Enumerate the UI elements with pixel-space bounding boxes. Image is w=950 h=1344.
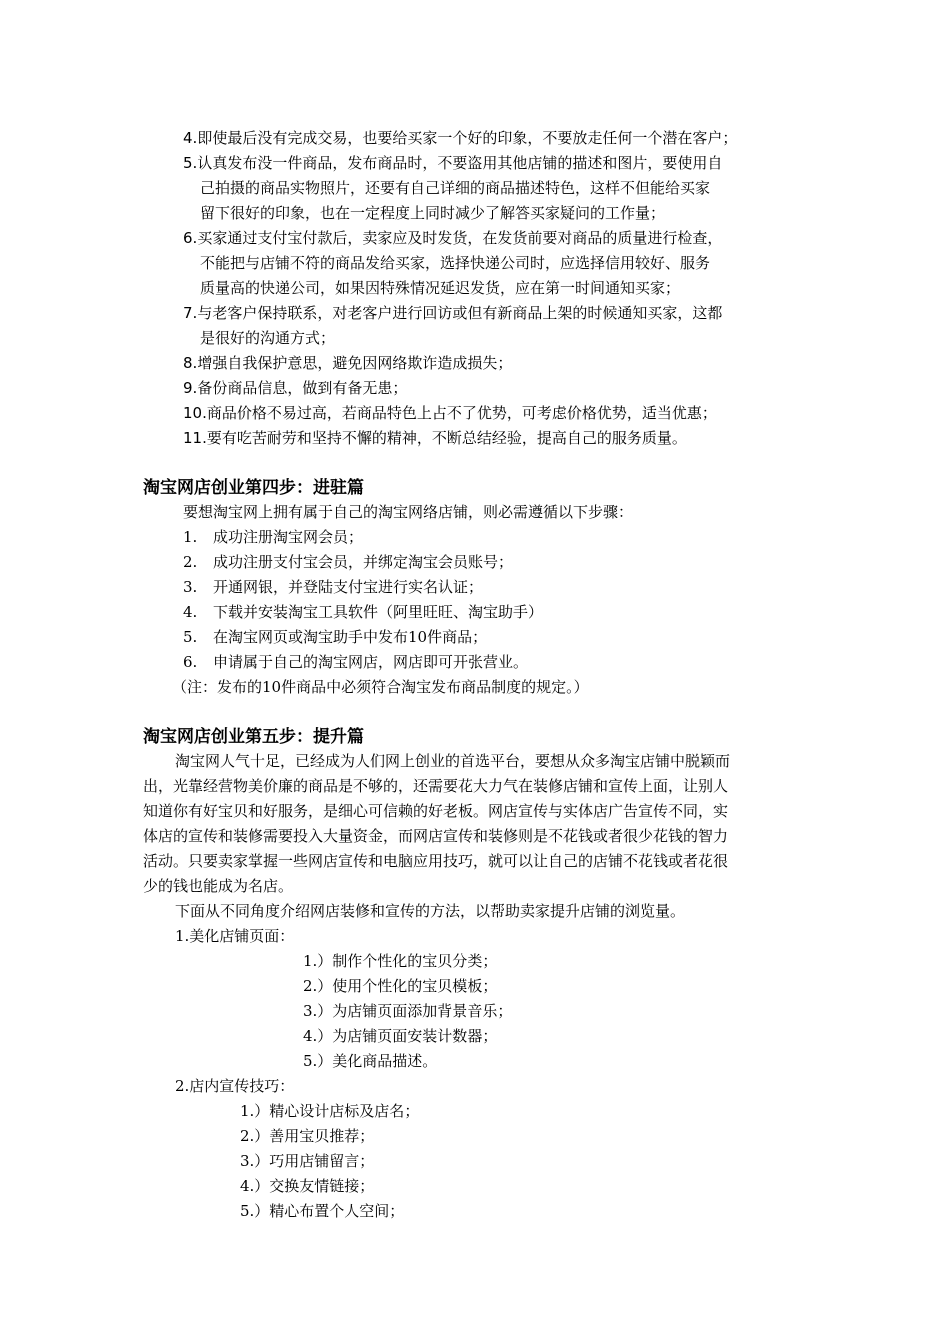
paragraph-line: 知道你有好宝贝和好服务，是细心可信赖的好老板。网店宣传与实体店广告宣传不同，实 <box>143 802 729 820</box>
list-item: 11.要有吃苦耐劳和坚持不懈的精神，不断总结经验，提高自己的服务质量。 <box>183 429 687 447</box>
list-item: 5.）精心布置个人空间； <box>240 1202 405 1220</box>
list-item-continuation: 是很好的沟通方式； <box>200 329 336 347</box>
list-item: 6.买家通过支付宝付款后，卖家应及时发货，在发货前要对商品的质量进行检查， <box>183 229 723 247</box>
step4-intro: 要想淘宝网上拥有属于自己的淘宝网络店铺，则必需遵循以下步骤： <box>183 503 634 521</box>
list-item: 6. 申请属于自己的淘宝网店，网店即可开张营业。 <box>183 653 529 671</box>
paragraph-line: 淘宝网人气十足，已经成为人们网上创业的首选平台，要想从众多淘宝店铺中脱颖而 <box>175 752 731 770</box>
subsection-title: 1.美化店铺页面： <box>175 927 295 945</box>
list-item: 5.认真发布没一件商品，发布商品时，不要盗用其他店铺的描述和图片，要使用自 <box>183 154 723 172</box>
list-item: 10.商品价格不易过高，若商品特色上占不了优势，可考虑价格优势，适当优惠； <box>183 404 717 422</box>
list-item: 3.）巧用店铺留言； <box>240 1152 375 1170</box>
list-item: 4.）交换友情链接； <box>240 1177 375 1195</box>
list-item: 1.）精心设计店标及店名； <box>240 1102 420 1120</box>
list-item: 2.）使用个性化的宝贝模板； <box>303 977 498 995</box>
list-item: 3. 开通网银，并登陆支付宝进行实名认证； <box>183 578 484 596</box>
list-item: 1. 成功注册淘宝网会员； <box>183 528 364 546</box>
list-item: 7.与老客户保持联系，对老客户进行回访或但有新商品上架的时候通知买家，这都 <box>183 304 723 322</box>
list-item: 9.备份商品信息，做到有备无患； <box>183 379 408 397</box>
list-item: 4.即使最后没有完成交易，也要给买家一个好的印象，不要放走任何一个潜在客户； <box>183 129 738 147</box>
list-item: 4. 下载并安装淘宝工具软件（阿里旺旺、淘宝助手） <box>183 603 544 621</box>
list-item-continuation: 己拍摄的商品实物照片，还要有自己详细的商品描述特色，这样不但能给买家 <box>200 179 711 197</box>
paragraph-line: 少的钱也能成为名店。 <box>143 877 294 895</box>
paragraph-line: 出，光靠经营物美价廉的商品是不够的，还需要花大力气在装修店铺和宣传上面，让别人 <box>143 777 729 795</box>
list-item: 2. 成功注册支付宝会员，并绑定淘宝会员账号； <box>183 553 514 571</box>
list-item: 2.）善用宝贝推荐； <box>240 1127 375 1145</box>
list-item: 5. 在淘宝网页或淘宝助手中发布10件商品； <box>183 628 488 646</box>
list-item: 8.增强自我保护意思，避免因网络欺诈造成损失； <box>183 354 513 372</box>
list-item: 1.）制作个性化的宝贝分类； <box>303 952 498 970</box>
subsection-title: 2.店内宣传技巧： <box>175 1077 295 1095</box>
list-item: 5.）美化商品描述。 <box>303 1052 438 1070</box>
paragraph-line: 活动。只要卖家掌握一些网店宣传和电脑应用技巧，就可以让自己的店铺不花钱或者花很 <box>143 852 729 870</box>
list-item-continuation: 不能把与店铺不符的商品发给买家，选择快递公司时，应选择信用较好、服务 <box>200 254 711 272</box>
step5-intro: 下面从不同角度介绍网店装修和宣传的方法，以帮助卖家提升店铺的浏览量。 <box>175 902 686 920</box>
paragraph-line: 体店的宣传和装修需要投入大量资金，而网店宣传和装修则是不花钱或者很少花钱的智力 <box>143 827 729 845</box>
section-heading-step4: 淘宝网店创业第四步：进驻篇 <box>143 478 364 498</box>
list-item: 4.）为店铺页面安装计数器； <box>303 1027 498 1045</box>
step4-note: （注：发布的10件商品中必须符合淘宝发布商品制度的规定。） <box>172 678 589 696</box>
list-item-continuation: 留下很好的印象，也在一定程度上同时减少了解答买家疑问的工作量； <box>200 204 666 222</box>
section-heading-step5: 淘宝网店创业第五步：提升篇 <box>143 727 364 747</box>
list-item: 3.）为店铺页面添加背景音乐； <box>303 1002 513 1020</box>
list-item-continuation: 质量高的快递公司，如果因特殊情况延迟发货，应在第一时间通知买家； <box>200 279 681 297</box>
